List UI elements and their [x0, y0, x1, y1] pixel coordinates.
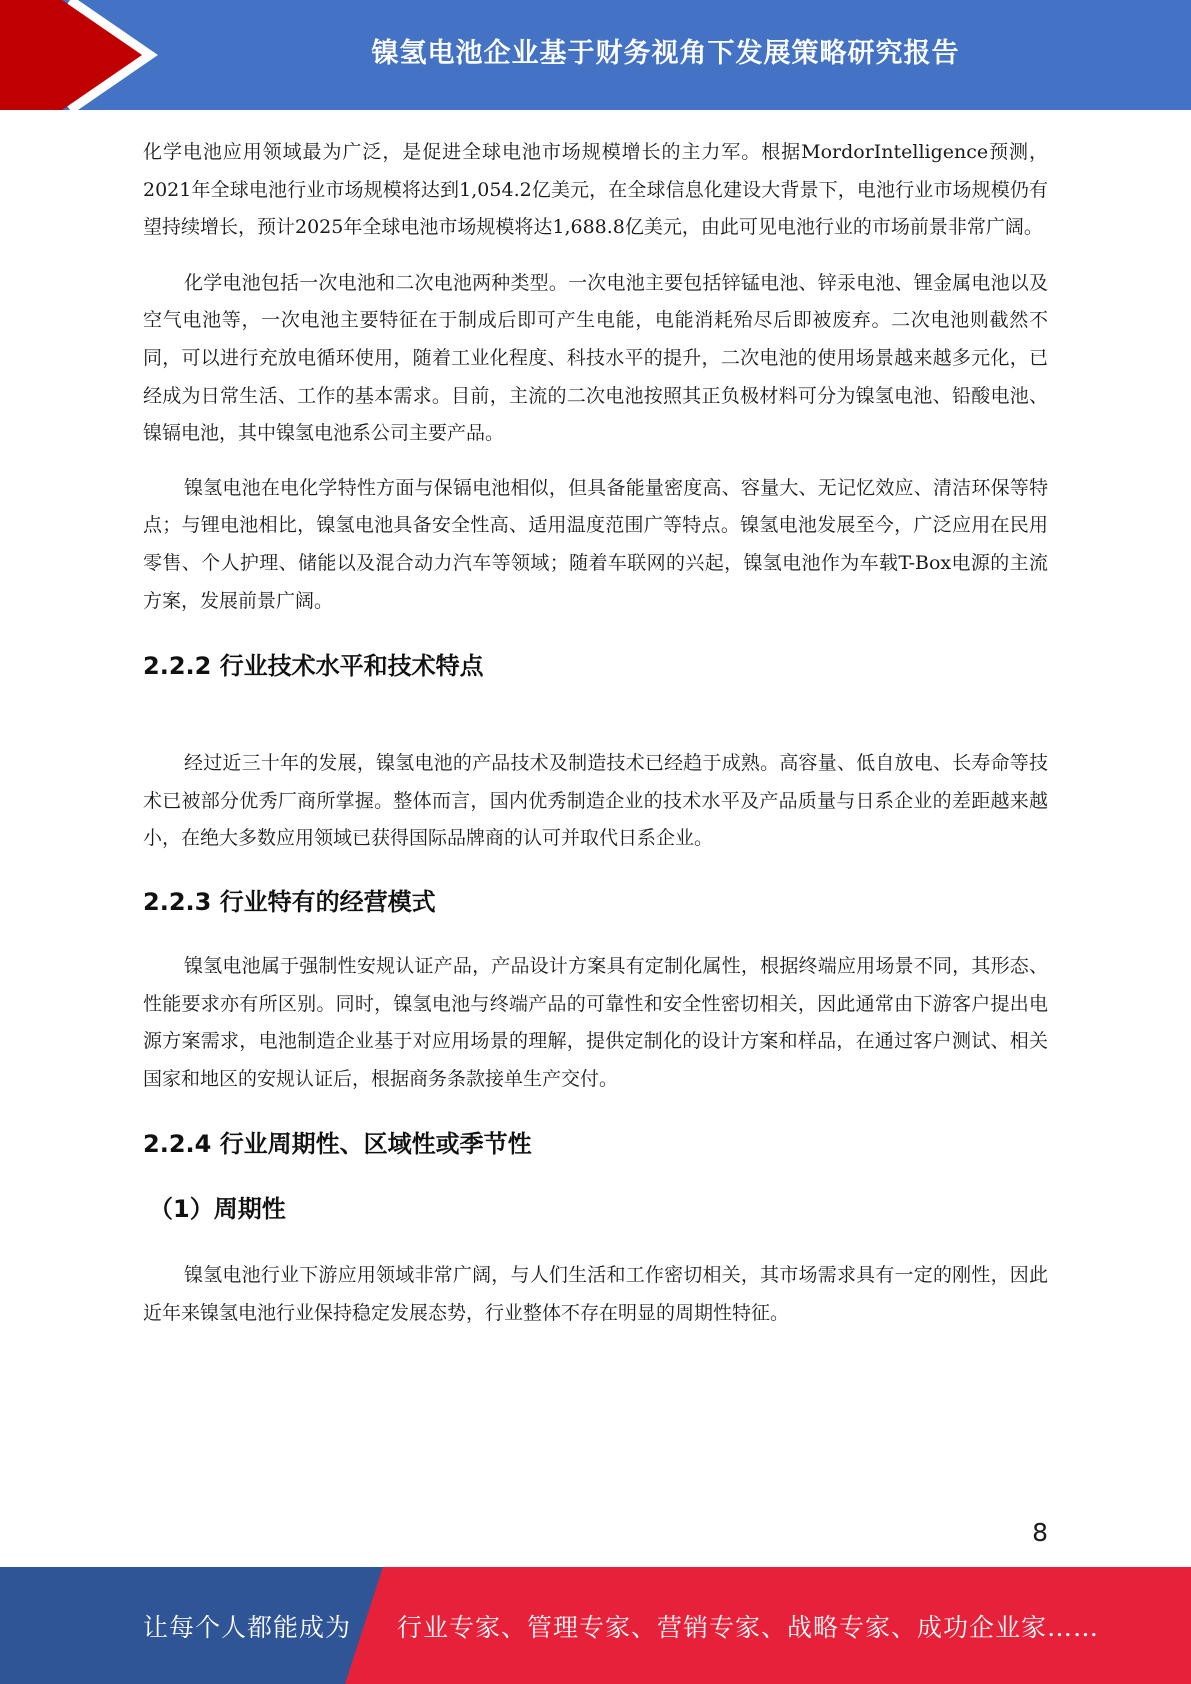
footer-slogan-right: 行业专家、管理专家、营销专家、战略专家、成功企业家……	[397, 1612, 1100, 1642]
paragraph-periodicity: 镍氢电池行业下游应用领域非常广阔，与人们生活和工作密切相关，其市场需求具有一定的刚性，因此近年来镍氢电池行业保持稳定发展态势，行业整体不存在明显的周期性特征。	[143, 1264, 1048, 1324]
section-heading-2-2-2: 2.2.2 行业技术水平和技术特点	[143, 652, 484, 681]
header-arrow-decoration	[0, 0, 160, 110]
paragraph-market-size: 化学电池应用领域最为广泛，是促进全球电池市场规模增长的主力军。根据MordorIntelligence预测，2021年全球电池行业市场规模将达到1,054.2亿美元，在全球信息化建设大背景下，电池行业市场规模仍有望持续增长，预计2025年全球电池市场规模将达1,688.8亿美元，由此可见电池行业的市场前景非常广阔。	[143, 141, 1048, 239]
header-banner	[0, 0, 1191, 110]
report-title: 镍氢电池企业基于财务视角下发展策略研究报告	[371, 37, 960, 69]
footer-banner	[0, 1567, 1191, 1684]
section-heading-2-2-3: 2.2.3 行业特有的经营模式	[143, 887, 436, 916]
paragraph-business-model: 镍氢电池属于强制性安规认证产品，产品设计方案具有定制化属性，根据终端应用场景不同，其形态、性能要求亦有所区别。同时，镍氢电池与终端产品的可靠性和安全性密切相关，因此通常由下游客户提出电源方案需求，电池制造企业基于对应用场景的理解，提供定制化的设计方案和样品，在通过客户测试、相关国家和地区的安规认证后，根据商务条款接单生产交付。	[143, 954, 1048, 1090]
paragraph-nimh-features: 镍氢电池在电化学特性方面与保镉电池相似，但具备能量密度高、容量大、无记忆效应、清洁环保等特点；与锂电池相比，镍氢电池具备安全性高、适用温度范围广等特点。镍氢电池发展至今，广泛应用在民用零售、个人护理、储能以及混合动力汽车等领域；随着车联网的兴起，镍氢电池作为车载T-Box电源的主流方案，发展前景广阔。	[143, 476, 1048, 612]
subheading-periodicity: （1）周期性	[149, 1195, 286, 1224]
footer-slogan-left: 让每个人都能成为	[143, 1612, 352, 1642]
section-heading-2-2-4: 2.2.4 行业周期性、区域性或季节性	[143, 1130, 532, 1159]
paragraph-technology-level: 经过近三十年的发展，镍氢电池的产品技术及制造技术已经趋于成熟。高容量、低自放电、长寿命等技术已被部分优秀厂商所掌握。整体而言，国内优秀制造企业的技术水平及产品质量与日系企业的差距越来越小，在绝大多数应用领域已获得国际品牌商的认可并取代日系企业。	[143, 752, 1048, 850]
paragraph-battery-types: 化学电池包括一次电池和二次电池两种类型。一次电池主要包括锌锰电池、锌汞电池、锂金属电池以及空气电池等，一次电池主要特征在于制成后即可产生电能，电能消耗殆尽后即被废弃。二次电池则截然不同，可以进行充放电循环使用，随着工业化程度、科技水平的提升，二次电池的使用场景越来越多元化，已经成为日常生活、工作的基本需求。目前，主流的二次电池按照其正负极材料可分为镍氢电池、铅酸电池、镍镉电池，其中镍氢电池系公司主要产品。	[143, 271, 1048, 445]
page-content	[143, 134, 1048, 1332]
page-number: 8	[1032, 1518, 1048, 1547]
